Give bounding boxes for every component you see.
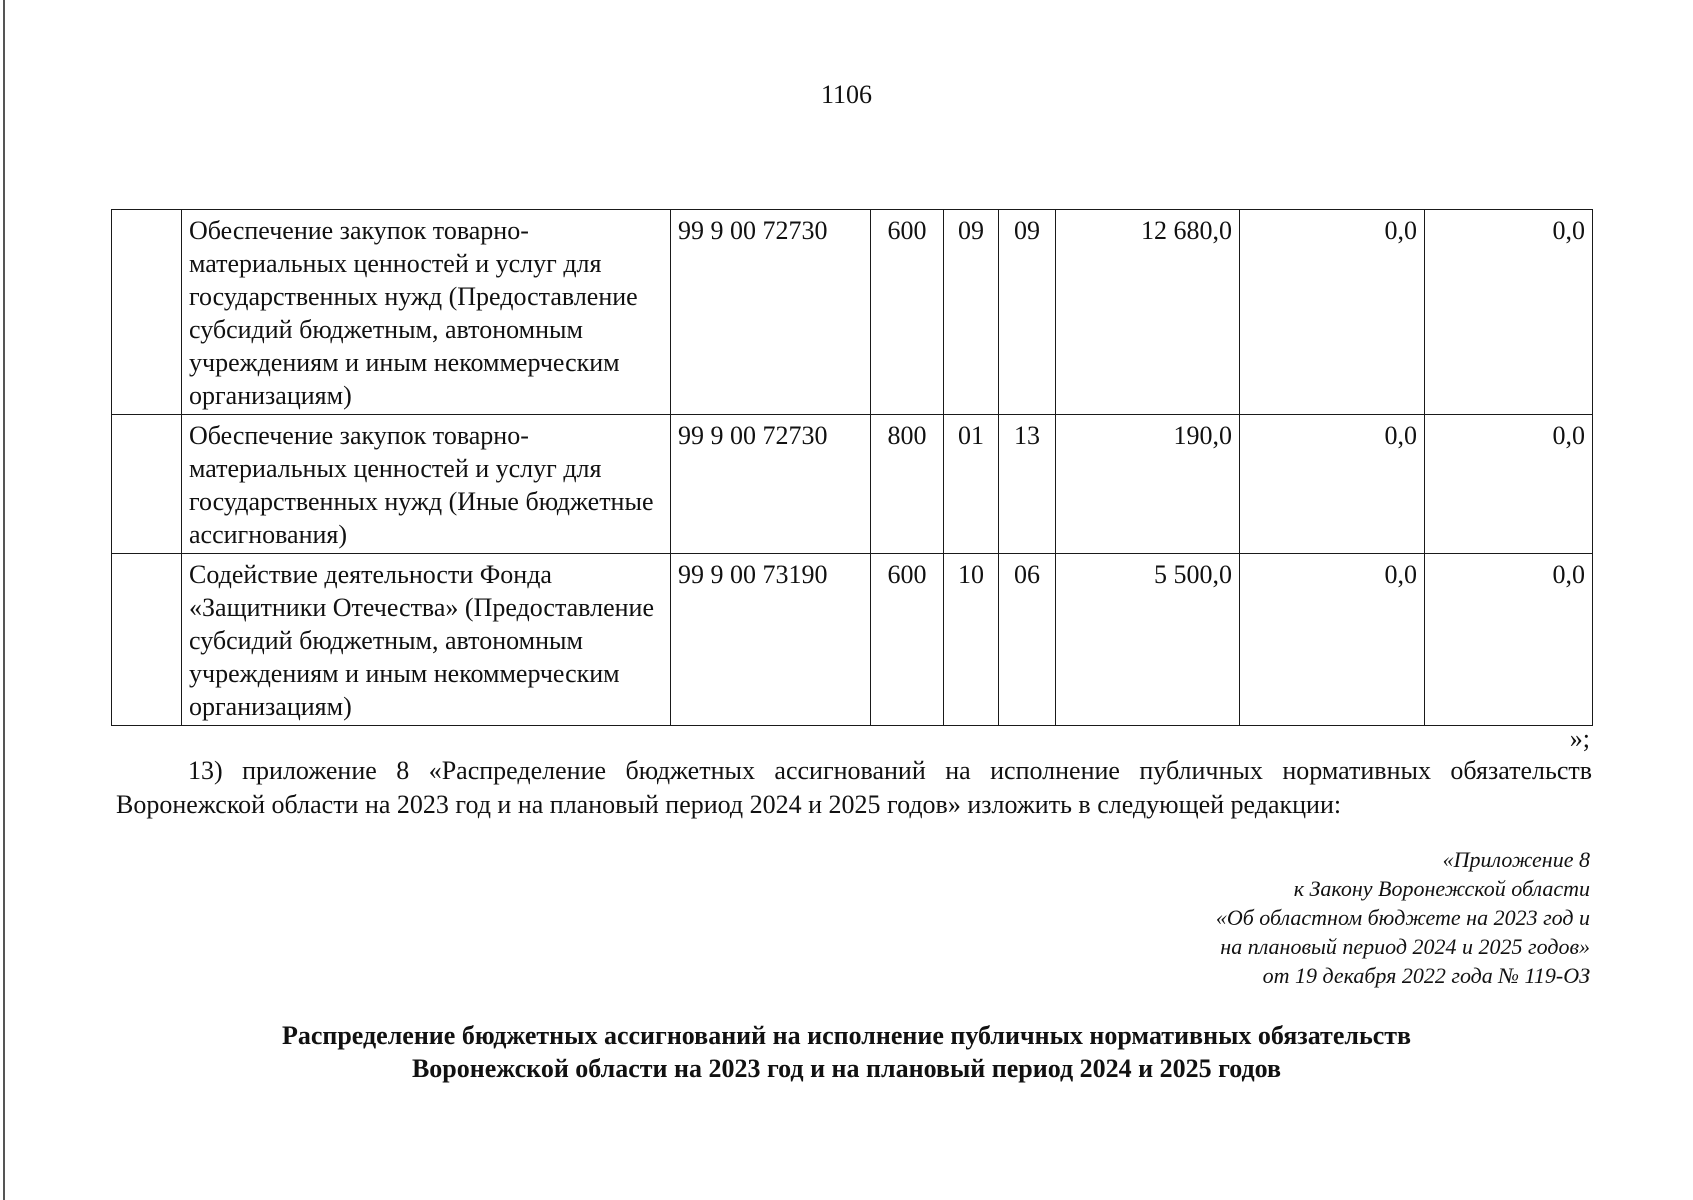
expense-name-cell: Содействие деятельности Фонда «Защитники Отечества» (Предоставление субсидий бюджетным, автономным учреждениям и иным некоммерческим организациям)	[182, 554, 671, 726]
subsection-cell: 06	[999, 554, 1056, 726]
row-number-cell	[112, 554, 182, 726]
appendix-note-line: «Приложение 8	[1442, 847, 1590, 872]
table-row	[112, 210, 1593, 415]
target-article-cell: 99 9 00 72730	[671, 415, 871, 554]
sum-2023-cell: 190,0	[1056, 415, 1240, 554]
section-cell: 01	[944, 415, 999, 554]
expense-name-cell: Обеспечение закупок товарно-материальных ценностей и услуг для государственных нужд (Предоставление субсидий бюджетным, автономным учреждениям и иным некоммерческим организациям)	[182, 210, 671, 415]
expense-type-cell: 800	[871, 415, 944, 554]
appendix-note	[1030, 845, 1590, 990]
appendix-note-line: к Закону Воронежской области	[1293, 876, 1590, 901]
sum-2025-cell: 0,0	[1425, 415, 1593, 554]
closing-quote: »;	[1569, 724, 1590, 753]
document-title	[0, 1019, 1693, 1085]
section-cell: 10	[944, 554, 999, 726]
appendix-note-line: от 19 декабря 2022 года № 119-ОЗ	[1262, 963, 1590, 988]
expense-type-cell: 600	[871, 210, 944, 415]
table-row	[112, 415, 1593, 554]
subsection-cell: 13	[999, 415, 1056, 554]
sum-2023-cell: 5 500,0	[1056, 554, 1240, 726]
budget-table	[111, 209, 1593, 726]
appendix-note-line: «Об областном бюджете на 2023 год и	[1215, 905, 1590, 930]
appendix-note-line: на плановый период 2024 и 2025 годов»	[1220, 934, 1590, 959]
target-article-cell: 99 9 00 72730	[671, 210, 871, 415]
expense-type-cell: 600	[871, 554, 944, 726]
sum-2023-cell: 12 680,0	[1056, 210, 1240, 415]
sum-2024-cell: 0,0	[1240, 210, 1425, 415]
document-title-line: Распределение бюджетных ассигнований на исполнение публичных нормативных обязательств	[281, 1021, 1412, 1050]
table-row	[112, 554, 1593, 726]
sum-2025-cell: 0,0	[1425, 554, 1593, 726]
row-number-cell	[112, 415, 182, 554]
document-title-line: Воронежской области на 2023 год и на плановый период 2024 и 2025 годов	[411, 1054, 1282, 1083]
subsection-cell: 09	[999, 210, 1056, 415]
amendment-paragraph: 13) приложение 8 «Распределение бюджетных ассигнований на исполнение публичных нормативных обязательств Воронежской области на 2023 год и на плановый период 2024 и 2025 годов» изложить в следующей редакции:	[116, 756, 1592, 819]
sum-2025-cell: 0,0	[1425, 210, 1593, 415]
target-article-cell: 99 9 00 73190	[671, 554, 871, 726]
page-number: 1106	[820, 80, 873, 109]
sum-2024-cell: 0,0	[1240, 554, 1425, 726]
row-number-cell	[112, 210, 182, 415]
sum-2024-cell: 0,0	[1240, 415, 1425, 554]
section-cell: 09	[944, 210, 999, 415]
expense-name-cell: Обеспечение закупок товарно-материальных ценностей и услуг для государственных нужд (Иные бюджетные ассигнования)	[182, 415, 671, 554]
